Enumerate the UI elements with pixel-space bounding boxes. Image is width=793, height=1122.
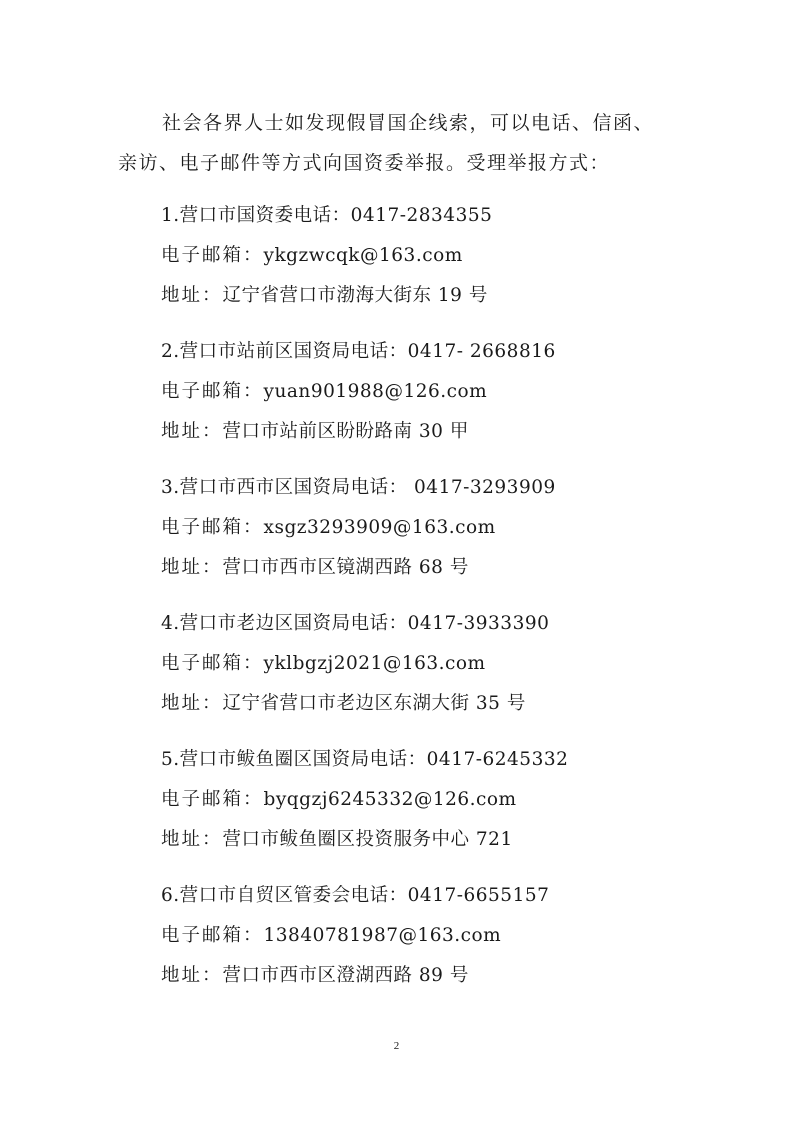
- address-line: [161, 548, 681, 588]
- email-value: 13840781987@163.com: [263, 925, 502, 946]
- page-number: 2: [393, 1040, 400, 1052]
- address-line: [161, 956, 681, 996]
- email-line: [161, 780, 681, 820]
- email-label: 电子邮箱：: [161, 381, 264, 402]
- address-value: 营口市西市区镜湖西路 68 号: [222, 557, 469, 578]
- address-value: 营口市站前区盼盼路南 30 甲: [222, 421, 469, 442]
- address-line: [161, 820, 681, 860]
- email-line: [161, 236, 681, 276]
- intro-line-1: 社会各界人士如发现假冒国企线索，可以电话、信函、: [162, 112, 655, 134]
- email-label: 电子邮箱：: [161, 653, 264, 674]
- address-value: 营口市鲅鱼圈区投资服务中心 721: [222, 829, 513, 850]
- address-label: 地址：: [161, 421, 223, 442]
- intro-line-2: 亲访、电子邮件等方式向国资委举报。受理举报方式：: [118, 152, 611, 174]
- phone-line: 5.营口市鲅鱼圈区国资局电话：0417-6245332: [161, 749, 569, 770]
- contact-entry-4: [161, 604, 681, 724]
- phone-line: 3.营口市西市区国资局电话： 0417-3293909: [161, 477, 556, 498]
- email-value: ykgzwcqk@163.com: [263, 245, 463, 266]
- email-line: [161, 372, 681, 412]
- phone-line: 1.营口市国资委电话：0417-2834355: [161, 205, 493, 226]
- email-label: 电子邮箱：: [161, 245, 264, 266]
- contact-entry-3: [161, 468, 681, 588]
- intro-paragraph: [118, 103, 678, 183]
- email-line: [161, 644, 681, 684]
- email-value: yklbgzj2021@163.com: [263, 653, 486, 674]
- contact-entry-5: [161, 740, 681, 860]
- address-label: 地址：: [161, 965, 223, 986]
- phone-line: 4.营口市老边区国资局电话：0417-3933390: [161, 613, 550, 634]
- phone-line: 2.营口市站前区国资局电话：0417- 2668816: [161, 341, 556, 362]
- address-label: 地址：: [161, 285, 223, 306]
- email-label: 电子邮箱：: [161, 925, 264, 946]
- email-line: [161, 508, 681, 548]
- email-value: yuan901988@126.com: [263, 381, 488, 402]
- email-value: byqgzj6245332@126.com: [263, 789, 517, 810]
- address-value: 辽宁省营口市渤海大街东 19 号: [222, 285, 488, 306]
- email-label: 电子邮箱：: [161, 517, 264, 538]
- address-label: 地址：: [161, 557, 223, 578]
- address-line: [161, 412, 681, 452]
- email-line: [161, 916, 681, 956]
- email-label: 电子邮箱：: [161, 789, 264, 810]
- phone-line: 6.营口市自贸区管委会电话：0417-6655157: [161, 885, 550, 906]
- contact-entry-6: [161, 876, 681, 996]
- address-label: 地址：: [161, 829, 223, 850]
- address-line: [161, 684, 681, 724]
- contact-list: [161, 196, 681, 1012]
- address-label: 地址：: [161, 693, 223, 714]
- address-value: 营口市西市区澄湖西路 89 号: [222, 965, 469, 986]
- email-value: xsgz3293909@163.com: [263, 517, 496, 538]
- address-value: 辽宁省营口市老边区东湖大街 35 号: [222, 693, 526, 714]
- address-line: [161, 276, 681, 316]
- contact-entry-2: [161, 332, 681, 452]
- contact-entry-1: [161, 196, 681, 316]
